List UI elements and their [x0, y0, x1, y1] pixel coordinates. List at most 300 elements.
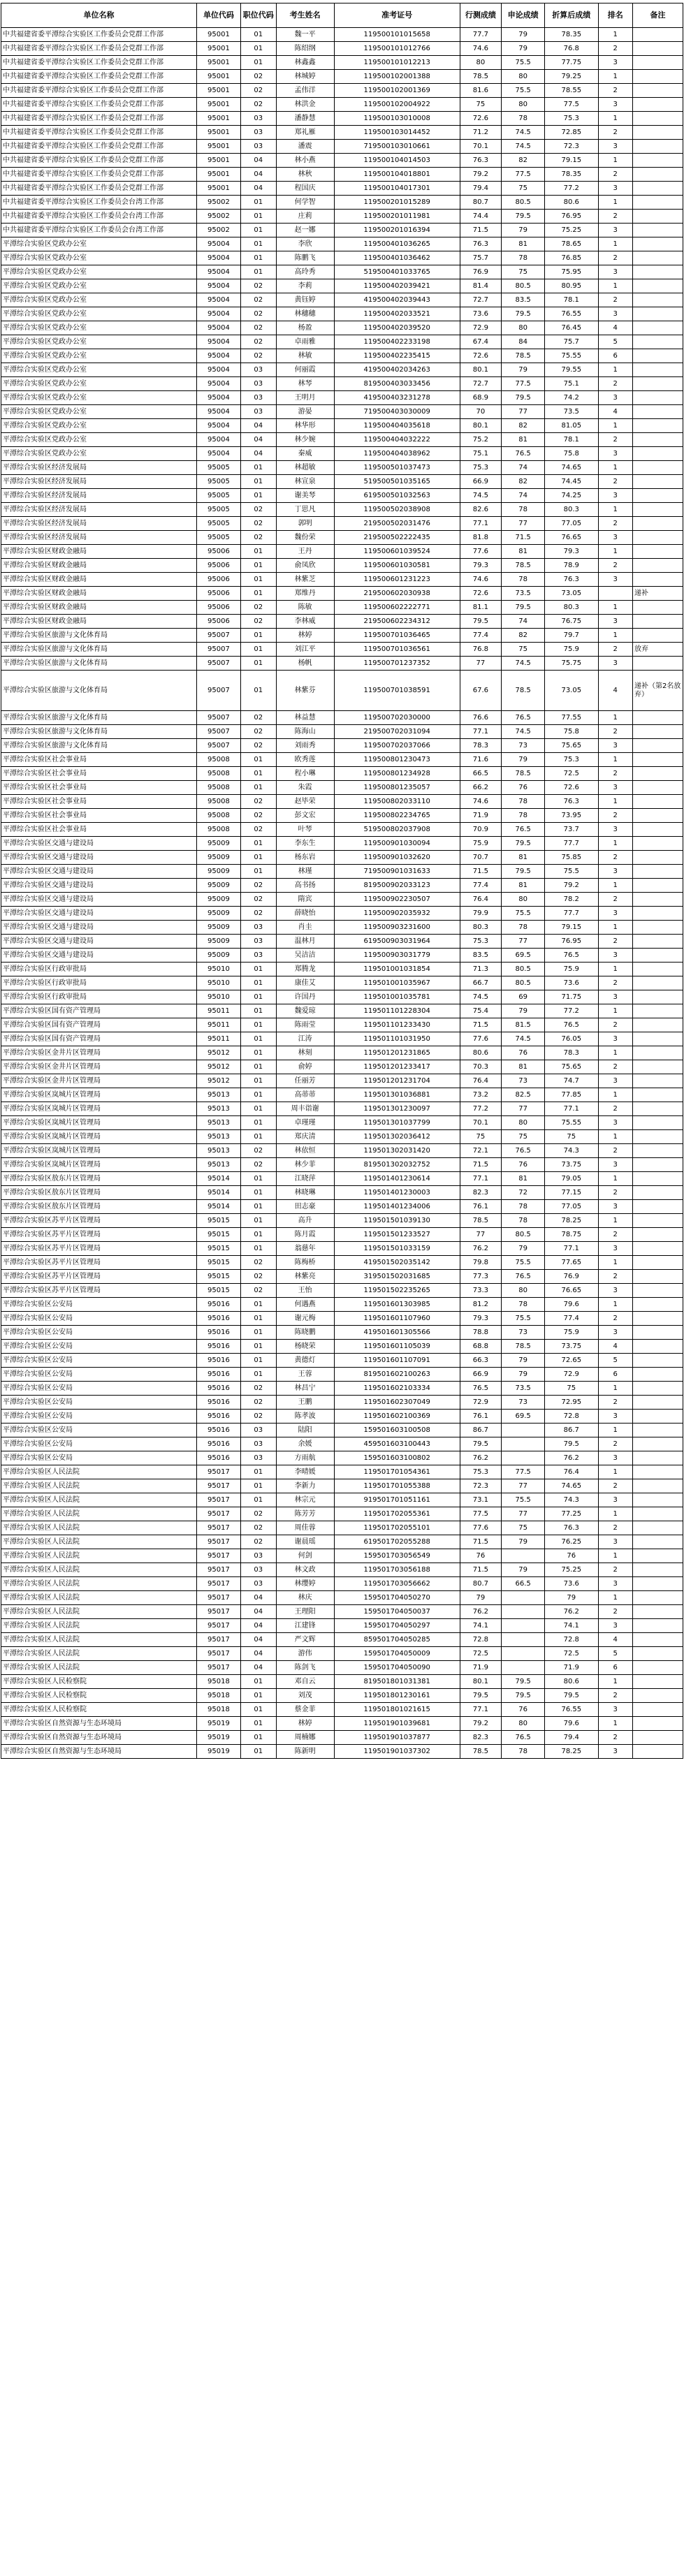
table-row — [1, 1284, 683, 1298]
unit-name-cell: 平潭综合实验区公安局 — [1, 1312, 197, 1326]
essay-score-cell: 84 — [502, 335, 545, 349]
remark-cell — [632, 293, 683, 307]
position-code-cell: 02 — [240, 1158, 276, 1172]
rank-cell: 2 — [598, 1312, 632, 1326]
table-row — [1, 1410, 683, 1424]
essay-score-cell: 74 — [502, 489, 545, 503]
table-row — [1, 531, 683, 545]
exam-number-cell: 119501001035781 — [334, 990, 460, 1004]
position-code-cell: 01 — [240, 1312, 276, 1326]
table-row — [1, 1354, 683, 1368]
rank-cell: 2 — [598, 935, 632, 949]
candidate-name-cell: 林文政 — [276, 1563, 334, 1577]
aptitude-score-cell: 86.7 — [460, 1424, 502, 1437]
table-row — [1, 935, 683, 949]
unit-code-cell: 95017 — [196, 1521, 240, 1535]
aptitude-score-cell: 74.1 — [460, 1619, 502, 1633]
unit-name-cell: 平潭综合实验区财政金融局 — [1, 545, 197, 559]
rank-cell: 2 — [598, 976, 632, 990]
rank-cell: 2 — [598, 251, 632, 265]
exam-number-cell: 819501801031381 — [334, 1675, 460, 1689]
exam-number-cell: 119500801235057 — [334, 781, 460, 795]
remark-cell — [632, 559, 683, 573]
position-code-cell: 01 — [240, 237, 276, 251]
unit-code-cell: 95004 — [196, 447, 240, 461]
header-cell: 职位代码 — [240, 3, 276, 28]
position-code-cell: 02 — [240, 1144, 276, 1158]
unit-name-cell: 平潭综合实验区党政办公室 — [1, 279, 197, 293]
unit-code-cell: 95004 — [196, 377, 240, 391]
unit-name-cell: 平潭综合实验区自然资源与生态环境局 — [1, 1745, 197, 1759]
aptitude-score-cell: 79.5 — [460, 615, 502, 629]
candidate-name-cell: 林超敏 — [276, 461, 334, 475]
candidate-name-cell: 周楠娜 — [276, 1731, 334, 1745]
aptitude-score-cell: 80.7 — [460, 1577, 502, 1591]
candidate-name-cell: 吴洁洁 — [276, 949, 334, 963]
rank-cell: 2 — [598, 1186, 632, 1200]
table-row — [1, 433, 683, 447]
converted-score-cell: 73.95 — [545, 809, 598, 823]
position-code-cell: 03 — [240, 921, 276, 935]
unit-code-cell: 95008 — [196, 809, 240, 823]
exam-number-cell: 119501502235265 — [334, 1284, 460, 1298]
remark-cell — [632, 1563, 683, 1577]
rank-cell: 5 — [598, 335, 632, 349]
rank-cell: 2 — [598, 643, 632, 657]
table-row — [1, 753, 683, 767]
aptitude-score-cell: 77.6 — [460, 1521, 502, 1535]
position-code-cell: 02 — [240, 601, 276, 615]
position-code-cell: 01 — [240, 1298, 276, 1312]
unit-code-cell: 95019 — [196, 1731, 240, 1745]
aptitude-score-cell: 70.9 — [460, 823, 502, 837]
essay-score-cell: 82 — [502, 154, 545, 168]
aptitude-score-cell: 76.2 — [460, 1605, 502, 1619]
table-row — [1, 1256, 683, 1270]
unit-code-cell: 95015 — [196, 1256, 240, 1270]
unit-code-cell: 95004 — [196, 349, 240, 363]
candidate-name-cell: 魏一平 — [276, 28, 334, 42]
aptitude-score-cell: 76.4 — [460, 893, 502, 907]
rank-cell: 1 — [598, 28, 632, 42]
unit-name-cell: 中共福建省委平潭综合实验区工作委员会台湾工作部 — [1, 196, 197, 210]
exam-number-cell: 159501704050297 — [334, 1619, 460, 1633]
table-row — [1, 475, 683, 489]
converted-score-cell: 73.05 — [545, 671, 598, 711]
unit-code-cell: 95001 — [196, 154, 240, 168]
aptitude-score-cell: 76.9 — [460, 265, 502, 279]
position-code-cell: 04 — [240, 433, 276, 447]
essay-score-cell: 76.5 — [502, 823, 545, 837]
remark-cell — [632, 168, 683, 182]
remark-cell — [632, 307, 683, 321]
aptitude-score-cell: 79.5 — [460, 1689, 502, 1703]
remark-cell — [632, 1465, 683, 1479]
remark-cell — [632, 949, 683, 963]
unit-code-cell: 95004 — [196, 279, 240, 293]
rank-cell: 3 — [598, 1451, 632, 1465]
rank-cell: 1 — [598, 601, 632, 615]
exam-number-cell: 919501701051161 — [334, 1493, 460, 1507]
exam-number-cell: 119500404032222 — [334, 433, 460, 447]
aptitude-score-cell: 75.3 — [460, 461, 502, 475]
table-row — [1, 1130, 683, 1144]
unit-code-cell: 95001 — [196, 126, 240, 140]
aptitude-score-cell: 79.3 — [460, 1312, 502, 1326]
table-row — [1, 1116, 683, 1130]
exam-number-cell: 219500702031094 — [334, 725, 460, 739]
header-cell: 申论成绩 — [502, 3, 545, 28]
unit-name-cell: 平潭综合实验区苏平片区管理局 — [1, 1228, 197, 1242]
aptitude-score-cell: 77.1 — [460, 1172, 502, 1186]
rank-cell: 2 — [598, 1228, 632, 1242]
candidate-name-cell: 江建锋 — [276, 1619, 334, 1633]
exam-number-cell: 119500701038591 — [334, 671, 460, 711]
unit-name-cell: 平潭综合实验区交通与建设局 — [1, 893, 197, 907]
unit-name-cell: 平潭综合实验区国有资产管理局 — [1, 1018, 197, 1032]
rank-cell: 1 — [598, 1172, 632, 1186]
table-row — [1, 1521, 683, 1535]
unit-name-cell: 平潭综合实验区财政金融局 — [1, 587, 197, 601]
table-row — [1, 1745, 683, 1759]
essay-score-cell: 77.5 — [502, 377, 545, 391]
unit-code-cell: 95005 — [196, 517, 240, 531]
unit-name-cell: 平潭综合实验区交通与建设局 — [1, 879, 197, 893]
unit-name-cell: 平潭综合实验区苏平片区管理局 — [1, 1270, 197, 1284]
table-row — [1, 1619, 683, 1633]
candidate-name-cell: 孟伟洋 — [276, 84, 334, 98]
remark-cell — [632, 1368, 683, 1382]
exam-number-cell: 459501603100443 — [334, 1437, 460, 1451]
unit-name-cell: 平潭综合实验区公安局 — [1, 1368, 197, 1382]
unit-code-cell: 95009 — [196, 949, 240, 963]
candidate-name-cell: 王理阳 — [276, 1605, 334, 1619]
candidate-name-cell: 林晓琳 — [276, 1186, 334, 1200]
aptitude-score-cell: 71.5 — [460, 1563, 502, 1577]
essay-score-cell: 80 — [502, 98, 545, 112]
unit-name-cell: 中共福建省委平潭综合实验区工作委员会党群工作部 — [1, 126, 197, 140]
essay-score-cell: 77 — [502, 935, 545, 949]
rank-cell: 5 — [598, 1354, 632, 1368]
candidate-name-cell: 周丰诣谢 — [276, 1102, 334, 1116]
exam-number-cell: 119500802033110 — [334, 795, 460, 809]
unit-code-cell: 95014 — [196, 1200, 240, 1214]
rank-cell: 1 — [598, 154, 632, 168]
position-code-cell: 01 — [240, 251, 276, 265]
table-row — [1, 1507, 683, 1521]
table-row — [1, 98, 683, 112]
unit-name-cell: 平潭综合实验区行政审批局 — [1, 976, 197, 990]
converted-score-cell: 79.6 — [545, 1298, 598, 1312]
aptitude-score-cell: 71.9 — [460, 1661, 502, 1675]
aptitude-score-cell: 78.3 — [460, 739, 502, 753]
position-code-cell: 02 — [240, 98, 276, 112]
unit-code-cell: 95017 — [196, 1507, 240, 1521]
converted-score-cell: 76.95 — [545, 935, 598, 949]
aptitude-score-cell: 82.3 — [460, 1731, 502, 1745]
converted-score-cell: 79.5 — [545, 1689, 598, 1703]
exam-number-cell: 119500902035932 — [334, 907, 460, 921]
remark-cell — [632, 1647, 683, 1661]
aptitude-score-cell: 78.5 — [460, 70, 502, 84]
position-code-cell: 03 — [240, 1549, 276, 1563]
aptitude-score-cell: 77.7 — [460, 28, 502, 42]
exam-number-cell: 419500402039443 — [334, 293, 460, 307]
position-code-cell: 01 — [240, 1018, 276, 1032]
unit-code-cell: 95007 — [196, 671, 240, 711]
unit-code-cell: 95019 — [196, 1717, 240, 1731]
aptitude-score-cell: 75.2 — [460, 433, 502, 447]
table-row — [1, 84, 683, 98]
aptitude-score-cell: 79 — [460, 1591, 502, 1605]
converted-score-cell: 79.4 — [545, 1731, 598, 1745]
unit-code-cell: 95011 — [196, 1018, 240, 1032]
exam-number-cell: 719500403030009 — [334, 405, 460, 419]
position-code-cell: 02 — [240, 1521, 276, 1535]
aptitude-score-cell: 72.8 — [460, 1633, 502, 1647]
rank-cell: 6 — [598, 1368, 632, 1382]
unit-name-cell: 平潭综合实验区国有资产管理局 — [1, 1032, 197, 1046]
aptitude-score-cell: 71.5 — [460, 224, 502, 237]
remark-cell — [632, 1200, 683, 1214]
essay-score-cell: 77 — [502, 517, 545, 531]
remark-cell — [632, 1731, 683, 1745]
remark-cell — [632, 851, 683, 865]
table-row — [1, 711, 683, 725]
candidate-name-cell: 杨东岩 — [276, 851, 334, 865]
position-code-cell: 01 — [240, 1186, 276, 1200]
candidate-name-cell: 林紫芬 — [276, 671, 334, 711]
position-code-cell: 02 — [240, 531, 276, 545]
converted-score-cell: 74.65 — [545, 461, 598, 475]
essay-score-cell: 71.5 — [502, 531, 545, 545]
remark-cell — [632, 1577, 683, 1591]
converted-score-cell: 78.65 — [545, 237, 598, 251]
table-row — [1, 725, 683, 739]
aptitude-score-cell: 75.4 — [460, 1004, 502, 1018]
rank-cell: 2 — [598, 293, 632, 307]
essay-score-cell: 81 — [502, 237, 545, 251]
exam-number-cell: 819500902033123 — [334, 879, 460, 893]
exam-number-cell: 219500502031476 — [334, 517, 460, 531]
aptitude-score-cell: 72.7 — [460, 377, 502, 391]
unit-name-cell: 平潭综合实验区人民法院 — [1, 1535, 197, 1549]
remark-cell — [632, 391, 683, 405]
converted-score-cell: 72.65 — [545, 1354, 598, 1368]
candidate-name-cell: 林益慧 — [276, 711, 334, 725]
unit-name-cell: 平潭综合实验区苏平片区管理局 — [1, 1284, 197, 1298]
unit-code-cell: 95001 — [196, 168, 240, 182]
rank-cell — [598, 587, 632, 601]
exam-number-cell: 119501701054361 — [334, 1465, 460, 1479]
converted-score-cell: 72.9 — [545, 1368, 598, 1382]
rank-cell: 3 — [598, 1032, 632, 1046]
rank-cell: 3 — [598, 1535, 632, 1549]
position-code-cell: 04 — [240, 154, 276, 168]
candidate-name-cell: 叶琴 — [276, 823, 334, 837]
aptitude-score-cell: 80.3 — [460, 921, 502, 935]
table-row — [1, 1675, 683, 1689]
rank-cell: 3 — [598, 1116, 632, 1130]
position-code-cell: 01 — [240, 1717, 276, 1731]
table-row — [1, 1186, 683, 1200]
table-row — [1, 657, 683, 671]
rank-cell: 2 — [598, 1563, 632, 1577]
candidate-name-cell: 高升 — [276, 1214, 334, 1228]
rank-cell: 1 — [598, 279, 632, 293]
aptitude-score-cell: 79.9 — [460, 907, 502, 921]
unit-name-cell: 平潭综合实验区人民检察院 — [1, 1703, 197, 1717]
position-code-cell: 02 — [240, 1410, 276, 1424]
candidate-name-cell: 肖圭 — [276, 921, 334, 935]
aptitude-score-cell: 77 — [460, 657, 502, 671]
rank-cell: 2 — [598, 1521, 632, 1535]
unit-code-cell: 95005 — [196, 531, 240, 545]
position-code-cell: 01 — [240, 1354, 276, 1368]
table-row — [1, 1717, 683, 1731]
remark-cell — [632, 265, 683, 279]
converted-score-cell: 77.55 — [545, 711, 598, 725]
converted-score-cell: 80.6 — [545, 1675, 598, 1689]
unit-name-cell: 平潭综合实验区金井片区管理局 — [1, 1046, 197, 1060]
remark-cell — [632, 753, 683, 767]
converted-score-cell: 77.1 — [545, 1102, 598, 1116]
unit-code-cell: 95015 — [196, 1214, 240, 1228]
unit-code-cell: 95016 — [196, 1382, 240, 1396]
converted-score-cell: 76.2 — [545, 1605, 598, 1619]
rank-cell: 1 — [598, 629, 632, 643]
aptitude-score-cell: 77.1 — [460, 725, 502, 739]
unit-name-cell: 平潭综合实验区公安局 — [1, 1451, 197, 1465]
position-code-cell: 01 — [240, 1074, 276, 1088]
unit-name-cell: 平潭综合实验区自然资源与生态环境局 — [1, 1731, 197, 1745]
position-code-cell: 01 — [240, 265, 276, 279]
unit-code-cell: 95017 — [196, 1591, 240, 1605]
rank-cell: 1 — [598, 1507, 632, 1521]
table-row — [1, 587, 683, 601]
remark-cell — [632, 1186, 683, 1200]
position-code-cell: 02 — [240, 1256, 276, 1270]
rank-cell: 4 — [598, 1633, 632, 1647]
candidate-name-cell: 陈芳芳 — [276, 1507, 334, 1521]
essay-score-cell: 83.5 — [502, 293, 545, 307]
aptitude-score-cell: 72.1 — [460, 1144, 502, 1158]
converted-score-cell: 72.5 — [545, 767, 598, 781]
table-row — [1, 307, 683, 321]
aptitude-score-cell: 76.2 — [460, 1242, 502, 1256]
exam-number-cell: 119501602100369 — [334, 1410, 460, 1424]
candidate-name-cell: 林婷 — [276, 629, 334, 643]
candidate-name-cell: 陆阳 — [276, 1424, 334, 1437]
unit-code-cell: 95017 — [196, 1563, 240, 1577]
rank-cell: 2 — [598, 42, 632, 56]
essay-score-cell: 69 — [502, 990, 545, 1004]
essay-score-cell: 77.5 — [502, 168, 545, 182]
candidate-name-cell: 游晏 — [276, 405, 334, 419]
aptitude-score-cell: 73.3 — [460, 1284, 502, 1298]
rank-cell: 1 — [598, 963, 632, 976]
essay-score-cell: 79.5 — [502, 601, 545, 615]
remark-cell — [632, 1088, 683, 1102]
converted-score-cell: 76.55 — [545, 1703, 598, 1717]
essay-score-cell: 78 — [502, 503, 545, 517]
converted-score-cell: 75.5 — [545, 865, 598, 879]
position-code-cell: 03 — [240, 363, 276, 377]
remark-cell — [632, 837, 683, 851]
essay-score-cell: 82 — [502, 475, 545, 489]
rank-cell: 1 — [598, 1382, 632, 1396]
candidate-name-cell: 陈雨莹 — [276, 1018, 334, 1032]
table-row — [1, 573, 683, 587]
candidate-name-cell: 李林威 — [276, 615, 334, 629]
rank-cell: 2 — [598, 433, 632, 447]
converted-score-cell: 76.45 — [545, 321, 598, 335]
aptitude-score-cell: 77.4 — [460, 629, 502, 643]
remark-cell — [632, 475, 683, 489]
aptitude-score-cell: 81.6 — [460, 84, 502, 98]
table-row — [1, 28, 683, 42]
unit-name-cell: 平潭综合实验区交通与建设局 — [1, 949, 197, 963]
unit-name-cell: 平潭综合实验区公安局 — [1, 1340, 197, 1354]
remark-cell — [632, 419, 683, 433]
aptitude-score-cell: 66.7 — [460, 976, 502, 990]
converted-score-cell: 77.2 — [545, 182, 598, 196]
unit-code-cell: 95004 — [196, 251, 240, 265]
table-row — [1, 112, 683, 126]
unit-name-cell: 平潭综合实验区人民法院 — [1, 1521, 197, 1535]
essay-score-cell: 78 — [502, 1298, 545, 1312]
unit-code-cell: 95016 — [196, 1298, 240, 1312]
exam-number-cell: 419500403231278 — [334, 391, 460, 405]
converted-score-cell: 72.3 — [545, 140, 598, 154]
essay-score-cell: 75.5 — [502, 84, 545, 98]
unit-name-cell: 平潭综合实验区交通与建设局 — [1, 935, 197, 949]
aptitude-score-cell: 66.3 — [460, 1354, 502, 1368]
remark-cell — [632, 893, 683, 907]
remark-cell — [632, 279, 683, 293]
rank-cell: 3 — [598, 1745, 632, 1759]
remark-cell — [632, 1507, 683, 1521]
unit-code-cell: 95001 — [196, 140, 240, 154]
essay-score-cell: 75.5 — [502, 56, 545, 70]
position-code-cell: 01 — [240, 573, 276, 587]
essay-score-cell: 78.5 — [502, 767, 545, 781]
converted-score-cell: 75.3 — [545, 753, 598, 767]
position-code-cell: 01 — [240, 210, 276, 224]
converted-score-cell: 75 — [545, 1382, 598, 1396]
remark-cell — [632, 963, 683, 976]
essay-score-cell: 74.5 — [502, 140, 545, 154]
position-code-cell: 02 — [240, 307, 276, 321]
unit-name-cell: 平潭综合实验区旅游与文化体育局 — [1, 657, 197, 671]
converted-score-cell: 80.3 — [545, 601, 598, 615]
table-row — [1, 1591, 683, 1605]
remark-cell — [632, 517, 683, 531]
candidate-name-cell: 陈剑飞 — [276, 1661, 334, 1675]
remark-cell — [632, 1298, 683, 1312]
rank-cell: 1 — [598, 70, 632, 84]
exam-number-cell: 119501302036412 — [334, 1130, 460, 1144]
position-code-cell: 02 — [240, 279, 276, 293]
exam-number-cell: 119501302031420 — [334, 1144, 460, 1158]
rank-cell: 3 — [598, 224, 632, 237]
remark-cell — [632, 573, 683, 587]
unit-name-cell: 中共福建省委平潭综合实验区工作委员会党群工作部 — [1, 168, 197, 182]
aptitude-score-cell: 70 — [460, 405, 502, 419]
unit-code-cell: 95015 — [196, 1270, 240, 1284]
position-code-cell: 01 — [240, 963, 276, 976]
exam-number-cell: 159501704050009 — [334, 1647, 460, 1661]
